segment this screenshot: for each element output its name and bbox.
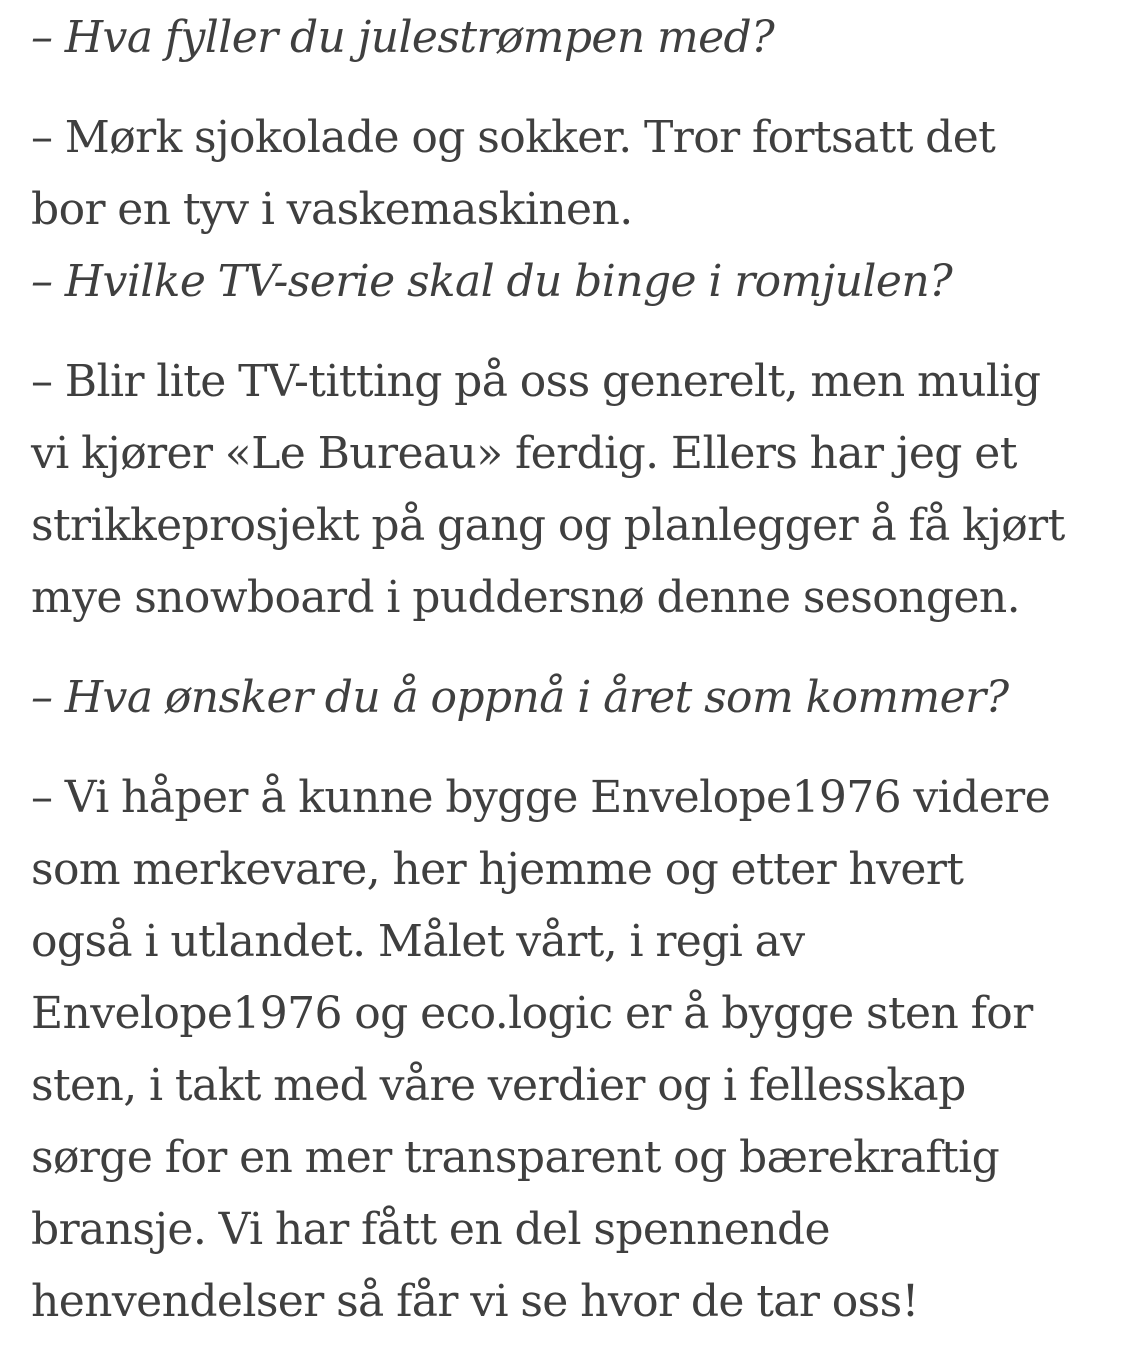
question-next-year xyxy=(31,662,1111,734)
answer-next-year xyxy=(31,762,1111,1338)
text-line: henvendelser så får vi se hvor de tar oss! xyxy=(31,1276,919,1327)
text-line: bransje. Vi har fått en del spennende xyxy=(31,1204,830,1255)
text-line: – Hva ønsker du å oppnå i året som kommer? xyxy=(31,672,1009,723)
text-line: – Blir lite TV-titting på oss generelt, men mulig xyxy=(31,356,1041,407)
text-line: som merkevare, her hjemme og etter hvert xyxy=(31,844,964,895)
text-line: sørge for en mer transparent og bærekraftig xyxy=(31,1132,1000,1183)
text-line: også i utlandet. Målet vårt, i regi av xyxy=(31,916,805,967)
text-line: Envelope1976 og eco.logic er å bygge sten for xyxy=(31,988,1033,1039)
text-line: vi kjører «Le Bureau» ferdig. Ellers har jeg et xyxy=(31,428,1017,479)
text-line: sten, i takt med våre verdier og i fellesskap xyxy=(31,1060,966,1111)
article-body xyxy=(31,0,1111,1338)
answer-christmas-stocking xyxy=(31,102,1111,246)
text-line: mye snowboard i puddersnø denne sesongen. xyxy=(31,572,1020,623)
question-tv-series xyxy=(31,246,1111,318)
answer-tv-series xyxy=(31,346,1111,634)
text-line: – Hva fyller du julestrømpen med? xyxy=(31,12,775,63)
text-line: – Hvilke TV-serie skal du binge i romjulen? xyxy=(31,256,953,307)
question-christmas-stocking xyxy=(31,2,1111,74)
text-line: strikkeprosjekt på gang og planlegger å få kjørt xyxy=(31,500,1065,551)
text-line: – Vi håper å kunne bygge Envelope1976 videre xyxy=(31,772,1051,823)
text-line: – Mørk sjokolade og sokker. Tror fortsatt det xyxy=(31,112,996,163)
text-line: bor en tyv i vaskemaskinen. xyxy=(31,184,633,235)
